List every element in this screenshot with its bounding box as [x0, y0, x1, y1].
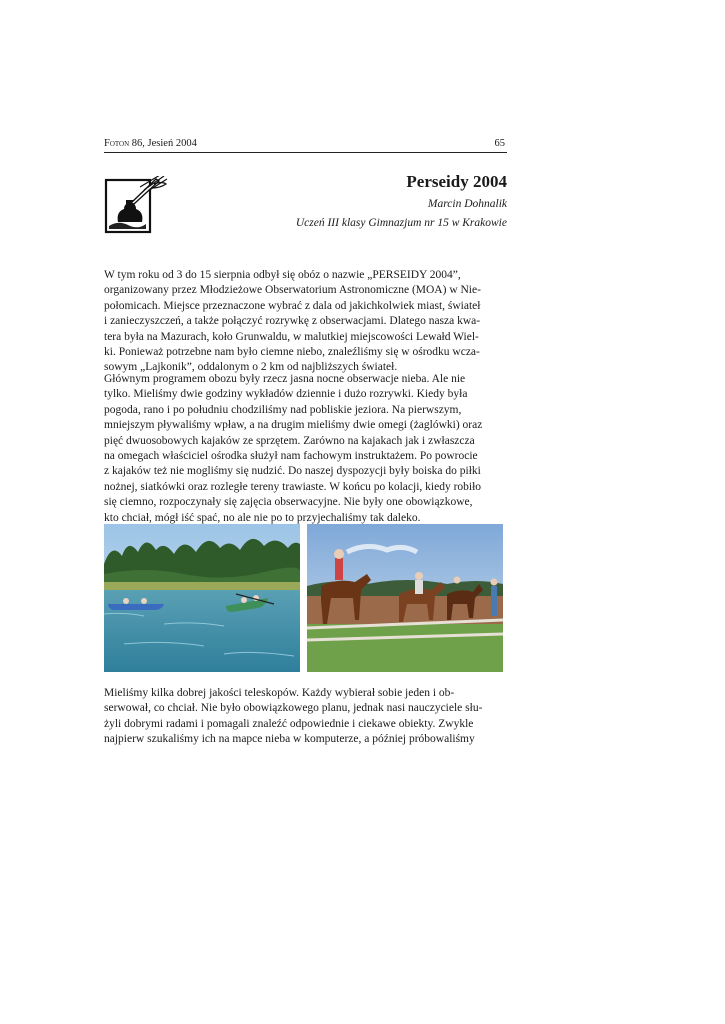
body-paragraph-1: W tym roku od 3 do 15 sierpnia odbył się obóz o nazwie „PERSEIDY 2004”, organizowany przez Młodzieżowe Obserwatorium Astronomiczne (MOA) w Nie- połomicach. Miejsce przeznaczone wybrać z dala od jakichkolwiek miast, świateł i zanieczyszczeń, a także połączyć rozrywkę z obserwacjami. Dlatego nasza kwa- tera była na Mazurach, koło Grunwaldu, w malutkiej miejscowości Lewałd Wiel- ki. Ponieważ potrzebne nam było ciemne niebo, znaleźliśmy się w ośrodku wcza- sowym „Lajkonik”, oddalonym o 2 km od najbliższych świateł.	[104, 269, 481, 374]
page-number: 65	[494, 138, 505, 149]
journal-name: Foton	[104, 138, 130, 149]
article-author: Marcin Dohnalik	[427, 198, 507, 210]
journal-issue-label	[104, 138, 197, 149]
ink-pot-quill-icon	[104, 176, 170, 234]
photo-horse-riding	[307, 524, 503, 672]
issue-label: 86, Jesień 2004	[131, 138, 197, 149]
body-paragraph-2: Głównym programem obozu były rzecz jasna nocne obserwacje nieba. Ale nie tylko. Mieliśmy dwie godziny wykładów dziennie i dużo rozrywki. Kiedy była pogoda, rano i po południu chodziliśmy nad pobliskie jeziora. Na pierwszym, mniejszym pływaliśmy wpław, a na drugim mieliśmy dwie omegi (żaglówki) oraz pięć dwuosobowych kajaków ze sprzętem. Zarówno na kajakach jak i zwłaszcza na omegach właściciel ośrodka służył nam fachowym instruktażem. Po powrocie z kajaków też nie mogliśmy się nudzić. Do naszej dyspozycji były boiska do piłki nożnej, siatkówki oraz rozległe tereny trawiaste. W końcu po kolacji, kiedy robiło się ciemno, rozpoczynały się zajęcia obserwacyjne. Nie były one obowiązkowe, kto chciał, mógł iść spać, no ale nie po to przyjechaliśmy tak daleko.	[104, 373, 483, 524]
body-paragraph-3: Mieliśmy kilka dobrej jakości teleskopów. Każdy wybierał sobie jeden i ob- serwował, co chciał. Nie było obowiązkowego planu, jednak nasi nauczyciele słu- żyli dobrymi radami i pomagali znaleźć odpowiednie i ciekawe obiekty. Zwykle najpierw szukaliśmy ich na mapce nieba w komputerze, a później próbowaliśmy	[104, 687, 483, 746]
running-header	[104, 137, 507, 153]
article-title: Perseidy 2004	[406, 172, 507, 191]
photo-kayaks-on-lake	[104, 524, 300, 672]
author-affiliation: Uczeń III klasy Gimnazjum nr 15 w Krakowie	[295, 217, 507, 229]
